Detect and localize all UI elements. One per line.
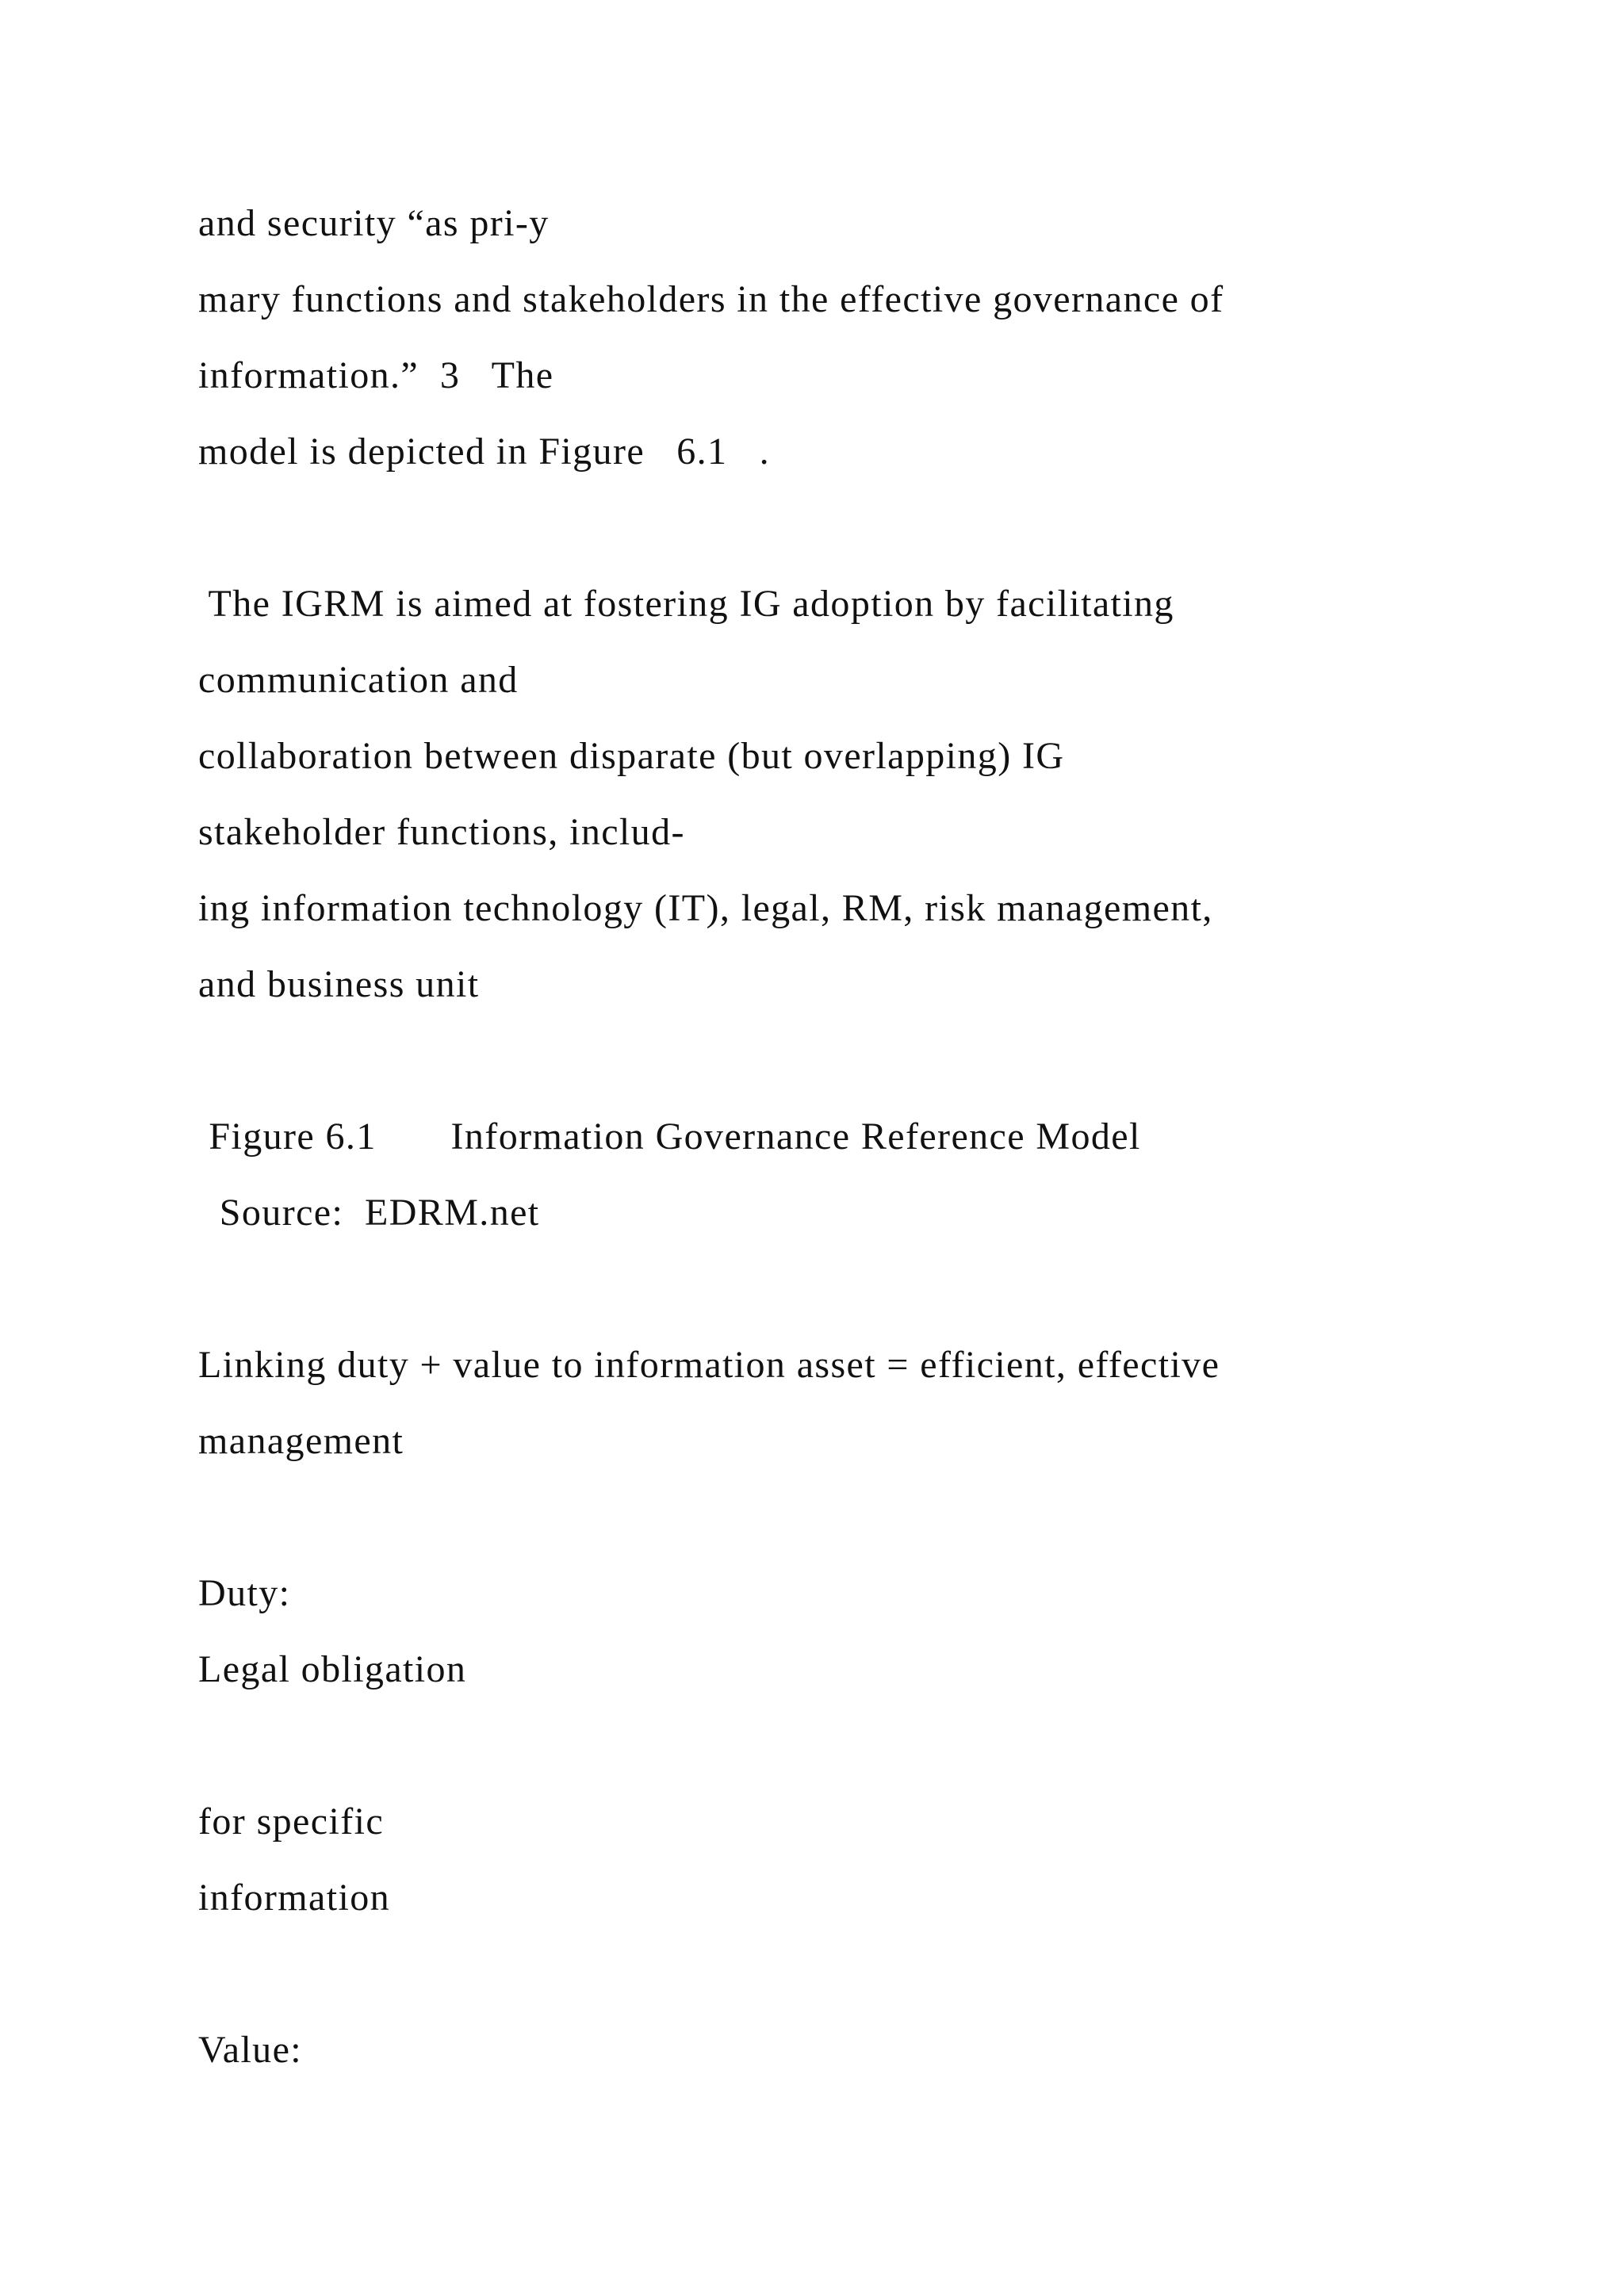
text-line: model is depicted in Figure 6.1 .: [198, 430, 771, 473]
text-line: and security “as pri-y: [198, 202, 550, 244]
text-line: Legal obligation: [198, 1648, 467, 1690]
text-line: and business unit: [198, 963, 480, 1005]
text-line: communication and: [198, 659, 519, 701]
text-line: ing information technology (IT), legal, RM, risk management,: [198, 887, 1213, 929]
figure-caption: Figure 6.1 Information Governance Reference Model: [198, 1115, 1141, 1158]
text-line: Value:: [198, 2029, 303, 2071]
text-line: mary functions and stakeholders in the effective governance of: [198, 278, 1224, 320]
text-line: Linking duty + value to information asset = efficient, effective: [198, 1344, 1220, 1386]
text-line: for specific: [198, 1800, 385, 1843]
text-line: stakeholder functions, includ-: [198, 811, 685, 853]
text-line: Duty:: [198, 1572, 291, 1614]
text-line: information.” 3 The: [198, 354, 554, 396]
text-line: management: [198, 1420, 404, 1462]
text-line: The IGRM is aimed at fostering IG adoption by facilitating: [198, 583, 1174, 625]
figure-source: Source: EDRM.net: [198, 1192, 540, 1234]
text-line: collaboration between disparate (but overlapping) IG: [198, 735, 1065, 777]
text-line: information: [198, 1877, 391, 1919]
